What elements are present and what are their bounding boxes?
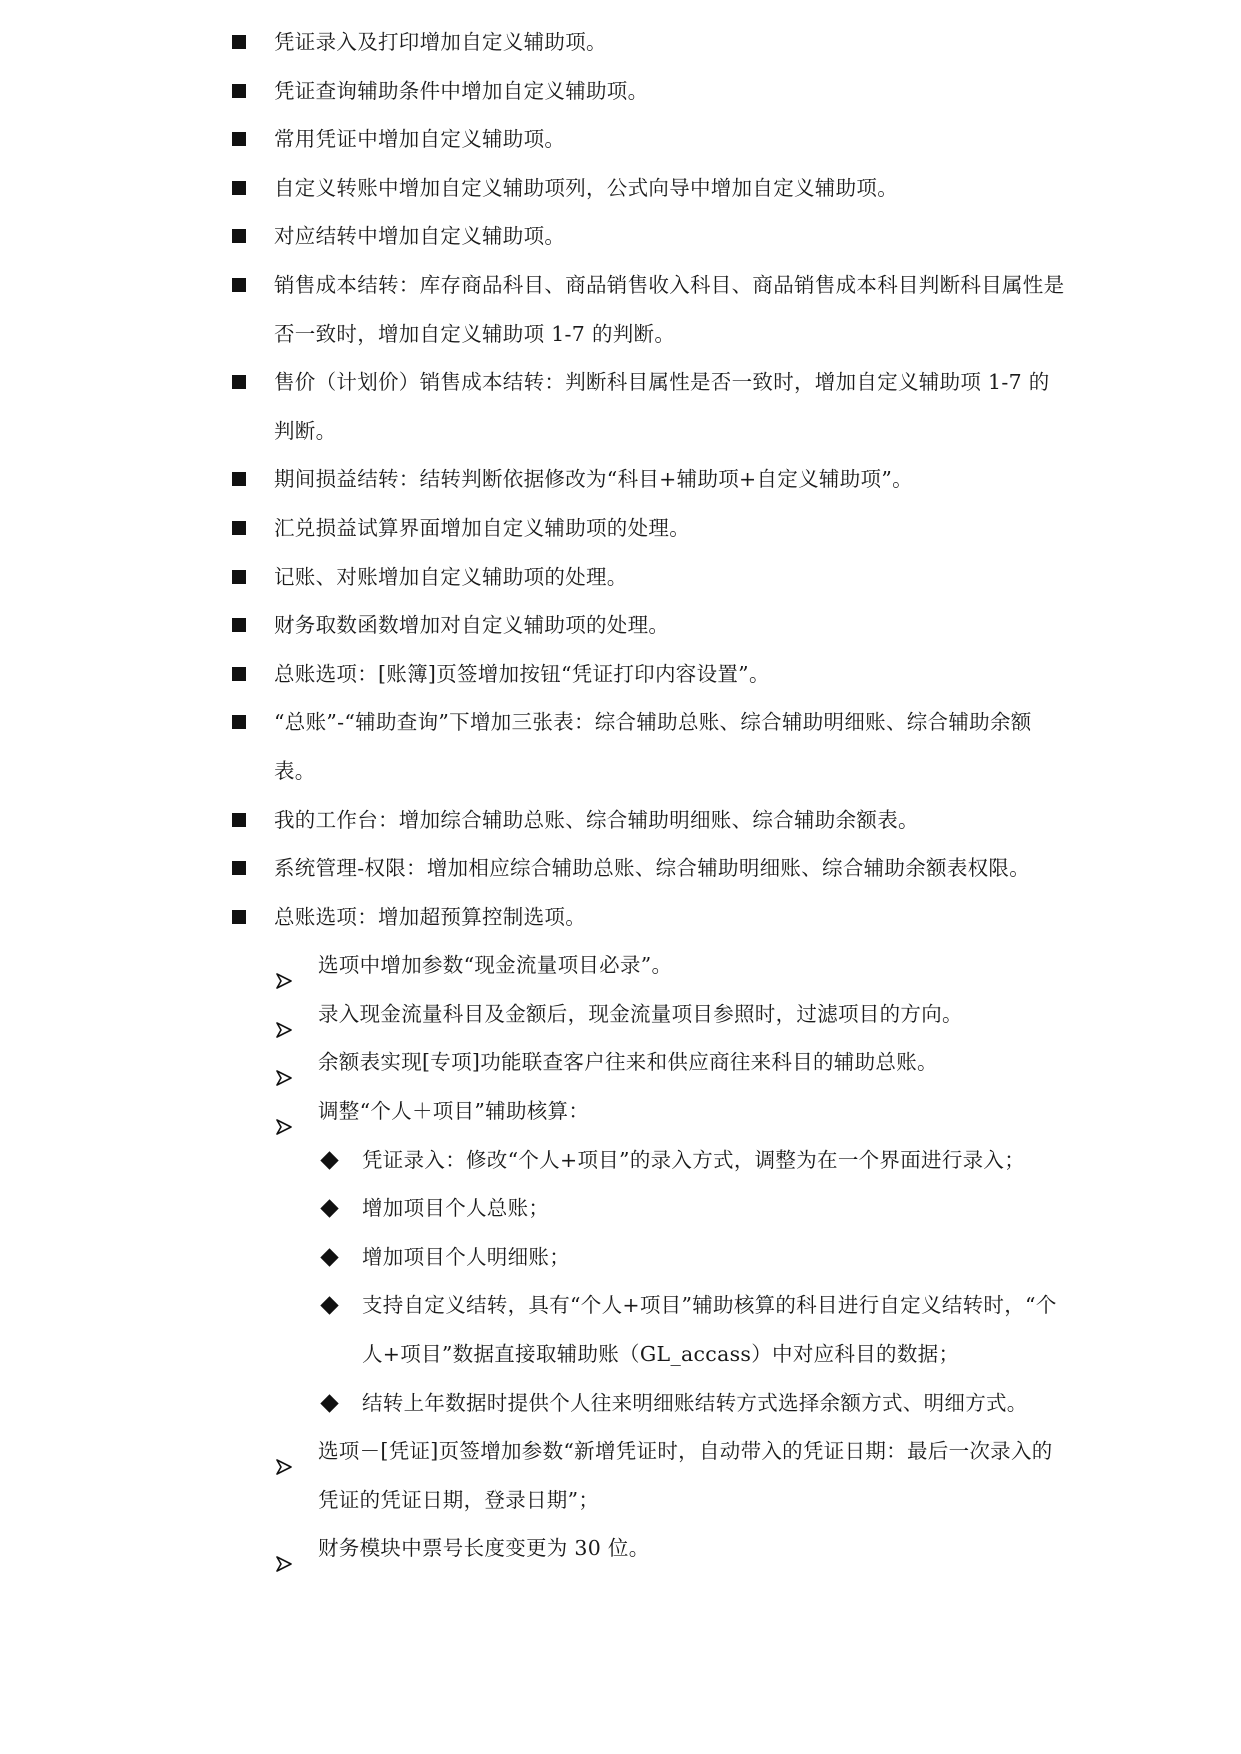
list-item: [0, 18, 1070, 67]
list-item: [0, 67, 1070, 116]
list-item-text: 结转上年数据时提供个人往来明细账结转方式选择余额方式、明细方式。: [362, 1390, 1028, 1415]
list-item-text: 支持自定义结转，具有“个人+项目”辅助核算的科目进行自定义结转时，“个人+项目”数据直接取辅助账（GL_accass）中对应科目的数据；: [362, 1293, 1057, 1367]
list-item: [0, 601, 1070, 650]
list-item: [0, 1184, 1070, 1233]
list-item-text: 凭证录入：修改“个人+项目”的录入方式，调整为在一个界面进行录入；: [362, 1147, 1026, 1172]
list-item-text: 凭证录入及打印增加自定义辅助项。: [274, 30, 607, 54]
list-item: [0, 115, 1070, 164]
square-bullet-icon: [232, 181, 246, 195]
list-item: [0, 358, 1070, 455]
list-item: [0, 1233, 1070, 1282]
square-bullet-icon: [232, 84, 246, 98]
list-item: [0, 212, 1070, 261]
square-bullet-icon: [232, 910, 246, 924]
list-item: [0, 941, 1070, 990]
list-item: [0, 261, 1070, 358]
list-item-text: 选项中增加参数“现金流量项目必录”。: [318, 953, 673, 978]
list-item-text: 财务取数函数增加对自定义辅助项的处理。: [274, 613, 670, 638]
list-item: [0, 553, 1070, 602]
list-item-text: 增加项目个人总账；: [362, 1196, 550, 1221]
list-item-text: 凭证查询辅助条件中增加自定义辅助项。: [274, 78, 649, 103]
list-item: [0, 844, 1070, 893]
list-item-text: 期间损益结转：结转判断依据修改为“科目+辅助项+自定义辅助项”。: [274, 467, 913, 492]
list-item: [0, 796, 1070, 845]
square-bullet-icon: [232, 375, 246, 389]
list-item: [0, 1524, 1070, 1573]
list-item-text: 总账选项：增加超预算控制选项。: [274, 904, 586, 929]
list-item: [0, 1136, 1070, 1185]
list-item-text: 余额表实现[专项]功能联查客户往来和供应商往来科目的辅助总账。: [318, 1050, 938, 1075]
diamond-bullet-icon: [320, 1248, 338, 1266]
list-item-text: 系统管理-权限：增加相应综合辅助总账、综合辅助明细账、综合辅助余额表权限。: [274, 856, 1031, 881]
square-bullet-icon: [232, 813, 246, 827]
list-item-text: 汇兑损益试算界面增加自定义辅助项的处理。: [274, 515, 690, 540]
list-item: [0, 1281, 1070, 1378]
list-item-text: 调整“个人＋项目”辅助核算：: [318, 1099, 590, 1124]
list-item: [0, 893, 1070, 942]
list-item: [0, 455, 1070, 504]
list-item-text: 对应结转中增加自定义辅助项。: [274, 224, 566, 249]
list-item: [0, 990, 1070, 1039]
list-item: [0, 1087, 1070, 1136]
arrow-bullet-icon: [276, 1007, 292, 1023]
square-bullet-icon: [232, 861, 246, 875]
arrow-bullet-icon: [276, 1444, 292, 1460]
list-item-text: 我的工作台：增加综合辅助总账、综合辅助明细账、综合辅助余额表。: [274, 807, 919, 832]
diamond-bullet-icon: [320, 1394, 338, 1412]
list-item-text: 常用凭证中增加自定义辅助项。: [274, 127, 566, 152]
list-item-text: “总账”-“辅助查询”下增加三张表：综合辅助总账、综合辅助明细账、综合辅助余额表。: [274, 710, 1032, 783]
list-item: [0, 504, 1070, 553]
list-item: [0, 1427, 1070, 1524]
list-item-text: 财务模块中票号长度变更为 30 位。: [318, 1536, 650, 1561]
square-bullet-icon: [232, 618, 246, 632]
arrow-bullet-icon: [276, 1541, 292, 1557]
square-bullet-icon: [232, 132, 246, 146]
arrow-bullet-icon: [276, 1104, 292, 1120]
square-bullet-icon: [232, 715, 246, 729]
diamond-bullet-icon: [320, 1151, 338, 1169]
square-bullet-icon: [232, 278, 246, 292]
list-item-text: 自定义转账中增加自定义辅助项列，公式向导中增加自定义辅助项。: [274, 175, 898, 200]
list-item-text: 销售成本结转：库存商品科目、商品销售收入科目、商品销售成本科目判断科目属性是否一致时，增加自定义辅助项 1-7 的判断。: [274, 272, 1065, 346]
diamond-bullet-icon: [320, 1297, 338, 1315]
list-item-text: 记账、对账增加自定义辅助项的处理。: [274, 564, 628, 589]
square-bullet-icon: [232, 667, 246, 681]
list-item-text: 售价（计划价）销售成本结转：判断科目属性是否一致时，增加自定义辅助项 1-7 的判断。: [274, 370, 1050, 443]
list-item-text: 录入现金流量科目及金额后，现金流量项目参照时，过滤项目的方向。: [318, 1001, 963, 1026]
list-item: [0, 164, 1070, 213]
feature-list: [0, 18, 1241, 1573]
square-bullet-icon: [232, 35, 246, 49]
list-item-text: 增加项目个人明细账；: [362, 1244, 570, 1269]
diamond-bullet-icon: [320, 1200, 338, 1218]
square-bullet-icon: [232, 472, 246, 486]
list-item: [0, 1038, 1070, 1087]
list-item-text: 选项－[凭证]页签增加参数“新增凭证时，自动带入的凭证日期：最后一次录入的凭证的凭证日期，登录日期”；: [318, 1439, 1053, 1512]
list-item-text: 总账选项：[账簿]页签增加按钮“凭证打印内容设置”。: [274, 661, 770, 686]
square-bullet-icon: [232, 521, 246, 535]
square-bullet-icon: [232, 229, 246, 243]
list-item: [0, 650, 1070, 699]
list-item: [0, 1379, 1070, 1428]
arrow-bullet-icon: [276, 958, 292, 974]
square-bullet-icon: [232, 570, 246, 584]
arrow-bullet-icon: [276, 1055, 292, 1071]
list-item: [0, 698, 1070, 795]
